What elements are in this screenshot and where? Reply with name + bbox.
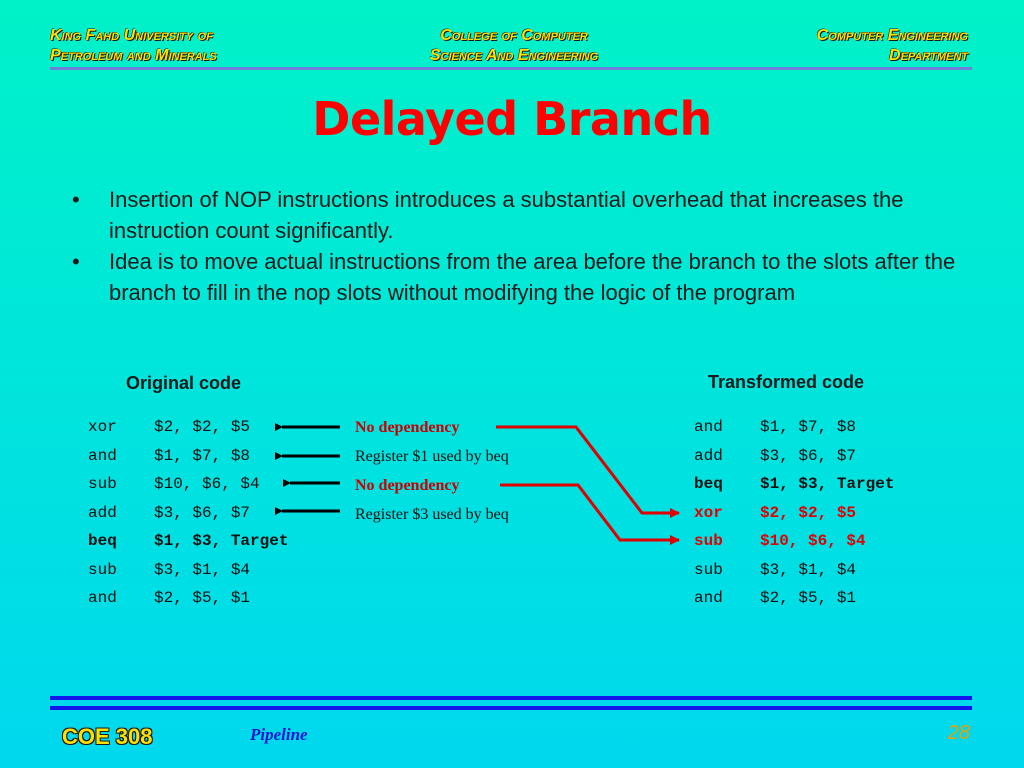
code-opcode: sub	[88, 475, 117, 493]
code-args: $3, $1, $4	[154, 560, 251, 579]
code-opcode: beq	[694, 475, 723, 493]
code-opcode: sub	[694, 560, 723, 579]
annotation-register-1: Register $1 used by beq	[355, 448, 509, 465]
code-args: $3, $1, $4	[760, 560, 857, 579]
slide-title: Delayed Branch	[312, 92, 712, 146]
code-opcode: and	[694, 589, 723, 607]
code-args: $3, $6, $7	[154, 503, 251, 522]
code-args: $2, $2, $5	[760, 503, 857, 522]
code-args: $10, $6, $4	[154, 475, 260, 493]
annotation-no-dependency: No dependency	[355, 477, 460, 494]
course-label: COE 308	[62, 724, 153, 749]
code-opcode: and	[88, 589, 117, 607]
footer-divider	[50, 696, 972, 700]
header-college-line2: Science And Engineering	[429, 47, 599, 64]
code-opcode: beq	[88, 532, 117, 550]
annotation-no-dependency: No dependency	[355, 419, 460, 436]
code-opcode: and	[694, 418, 723, 436]
page-number: 28	[947, 722, 970, 744]
red-move-arrow	[496, 427, 679, 513]
code-opcode: sub	[88, 560, 117, 579]
bullet-item: • Insertion of NOP instructions introduces a substantial overhead that increases the instruction count significantly.	[66, 184, 976, 246]
code-args: $2, $5, $1	[154, 589, 251, 607]
code-args: $1, $3, Target	[154, 532, 289, 550]
code-args: $2, $5, $1	[760, 589, 857, 607]
code-args: $1, $7, $8	[760, 418, 857, 436]
header-college-line1: College of Computer	[440, 27, 588, 44]
code-opcode: sub	[694, 532, 723, 550]
code-opcode: xor	[88, 418, 117, 436]
code-args: $1, $7, $8	[154, 446, 251, 465]
header-university-line1: King Fahd University of	[50, 27, 213, 44]
topic-label: Pipeline	[250, 725, 308, 744]
code-opcode: add	[88, 503, 117, 522]
code-args: $10, $6, $4	[760, 532, 866, 550]
code-args: $1, $3, Target	[760, 475, 895, 493]
transformed-code-title: Transformed code	[708, 372, 865, 392]
bullet-item: • Idea is to move actual instructions from the area before the branch to the slots after the branch to fill in the nop slots without modifying the logic of the program	[66, 246, 976, 308]
annotation-register-3: Register $3 used by beq	[355, 506, 509, 523]
original-code-title: Original code	[126, 373, 242, 393]
code-args: $3, $6, $7	[760, 446, 857, 465]
header-university-line2: Petroleum and Minerals	[50, 47, 217, 64]
code-opcode: add	[694, 446, 723, 465]
header-department-line1: Computer Engineering	[816, 27, 968, 44]
code-opcode: xor	[694, 503, 723, 522]
code-args: $2, $2, $5	[154, 418, 251, 436]
footer-divider	[50, 706, 972, 710]
header-department-line2: Department	[889, 47, 968, 64]
code-opcode: and	[88, 446, 117, 465]
